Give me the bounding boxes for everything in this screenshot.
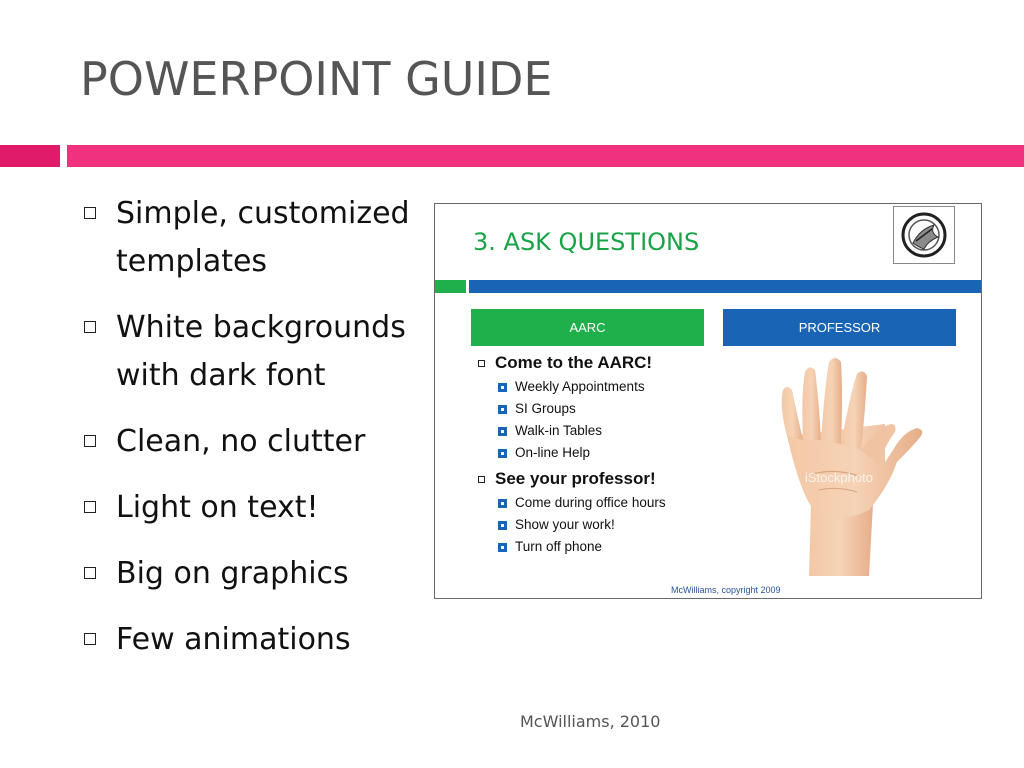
inset-main-item bbox=[477, 468, 777, 558]
bullet-list bbox=[80, 190, 440, 682]
accent-bar-left bbox=[0, 145, 60, 167]
inset-sub-text: SI Groups bbox=[515, 401, 576, 416]
inset-sub-item bbox=[477, 536, 777, 558]
inset-sub-item bbox=[477, 420, 777, 442]
slide-footer: McWilliams, 2010 bbox=[520, 712, 661, 731]
bullet-item bbox=[80, 616, 440, 664]
bullet-item bbox=[80, 484, 440, 532]
inset-accent-bar-blue bbox=[469, 280, 982, 293]
inset-sub-text: Weekly Appointments bbox=[515, 379, 645, 394]
inset-sub-text: Turn off phone bbox=[515, 539, 603, 554]
accent-bar-right bbox=[67, 145, 1024, 167]
bullet-text: Light on text! bbox=[116, 490, 319, 525]
hollow-square-icon bbox=[84, 207, 96, 219]
filled-square-icon bbox=[498, 383, 507, 392]
bullet-text: Clean, no clutter bbox=[116, 424, 366, 459]
hollow-square-icon bbox=[478, 360, 485, 367]
bullet-text: Big on graphics bbox=[116, 556, 349, 591]
inset-sub-text: Come during office hours bbox=[515, 495, 666, 510]
column-header-professor: PROFESSOR bbox=[723, 309, 956, 346]
inset-title: 3. ASK QUESTIONS bbox=[473, 228, 700, 256]
bullet-text: Simple, customized templates bbox=[116, 196, 410, 279]
bullet-text: White backgrounds with dark font bbox=[116, 310, 406, 393]
filled-square-icon bbox=[498, 521, 507, 530]
inset-footer-rule bbox=[435, 598, 982, 599]
bullet-item bbox=[80, 190, 440, 286]
hollow-square-icon bbox=[84, 321, 96, 333]
inset-sub-item bbox=[477, 492, 777, 514]
inset-sub-item bbox=[477, 514, 777, 536]
bullet-item bbox=[80, 304, 440, 400]
slide-title: POWERPOINT GUIDE bbox=[80, 52, 553, 106]
hollow-square-icon bbox=[84, 435, 96, 447]
inset-main-label: See your professor! bbox=[495, 469, 656, 488]
filled-square-icon bbox=[498, 543, 507, 552]
inset-main-label: Come to the AARC! bbox=[495, 353, 653, 372]
inset-sub-text: Walk-in Tables bbox=[515, 423, 603, 438]
hollow-square-icon bbox=[478, 476, 485, 483]
bullet-text: Few animations bbox=[116, 622, 351, 657]
inset-footer: McWilliams, copyright 2009 bbox=[671, 585, 781, 595]
inset-accent-bar-green bbox=[435, 280, 466, 293]
column-header-aarc: AARC bbox=[471, 309, 704, 346]
hollow-square-icon bbox=[84, 501, 96, 513]
filled-square-icon bbox=[498, 449, 507, 458]
inset-main-item bbox=[477, 352, 777, 464]
inset-sub-text: Show your work! bbox=[515, 517, 615, 532]
raised-hand-photo bbox=[773, 354, 943, 576]
bullet-item bbox=[80, 550, 440, 598]
circular-logo-icon bbox=[893, 206, 955, 264]
filled-square-icon bbox=[498, 499, 507, 508]
hollow-square-icon bbox=[84, 633, 96, 645]
filled-square-icon bbox=[498, 405, 507, 414]
inset-sub-item bbox=[477, 398, 777, 420]
filled-square-icon bbox=[498, 427, 507, 436]
hollow-square-icon bbox=[84, 567, 96, 579]
inset-bullet-list bbox=[477, 352, 777, 562]
inset-sub-item bbox=[477, 376, 777, 398]
bullet-item bbox=[80, 418, 440, 466]
inset-sub-item bbox=[477, 442, 777, 464]
embedded-slide-image bbox=[434, 203, 982, 599]
photo-watermark: iStockphoto bbox=[805, 470, 873, 485]
inset-sub-text: On-line Help bbox=[515, 445, 591, 460]
